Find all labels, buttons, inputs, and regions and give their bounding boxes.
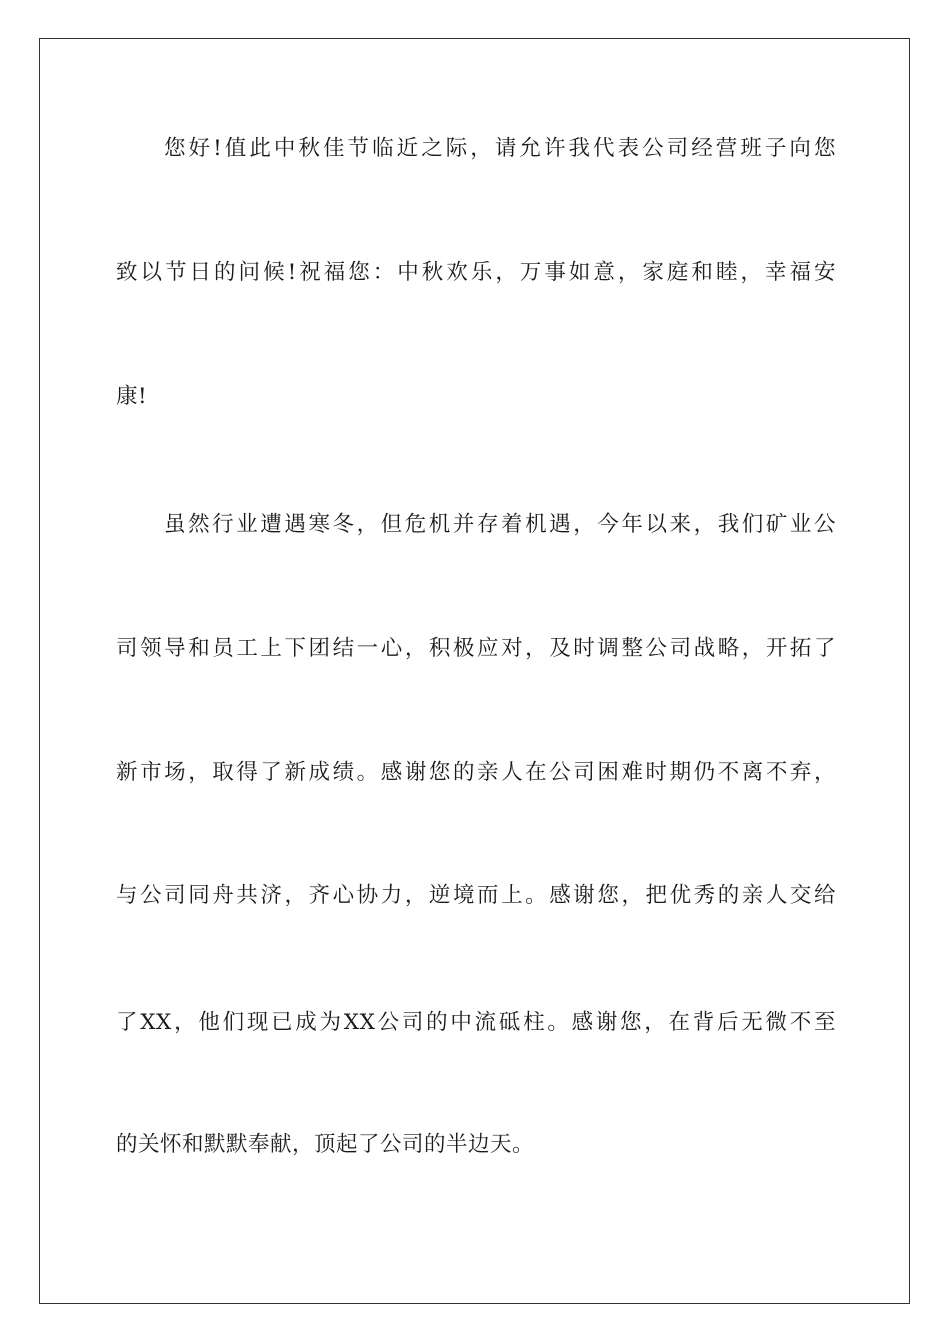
paragraph-2-line-3: 新市场，取得了新成绩。感谢您的亲人在公司困难时期仍不离不弃，: [116, 760, 836, 785]
paragraph-2-line-2: 司领导和员工上下团结一心，积极应对，及时调整公司战略，开拓了: [116, 636, 836, 661]
paragraph-1-line-2: 致以节日的问候!祝福您：中秋欢乐，万事如意，家庭和睦，幸福安: [116, 260, 836, 285]
paragraph-2-line-6: 的关怀和默默奉献，顶起了公司的半边天。: [116, 1132, 535, 1157]
paragraph-1-line-1: 您好!值此中秋佳节临近之际，请允许我代表公司经营班子向您: [164, 136, 836, 161]
paragraph-2-line-1: 虽然行业遭遇寒冬，但危机并存着机遇，今年以来，我们矿业公: [164, 512, 836, 537]
paragraph-2-line-5: 了XX，他们现已成为XX公司的中流砥柱。感谢您，在背后无微不至: [116, 1010, 836, 1035]
paragraph-1-line-3: 康!: [116, 384, 148, 409]
paragraph-2-line-4: 与公司同舟共济，齐心协力，逆境而上。感谢您，把优秀的亲人交给: [116, 883, 836, 908]
page-border: [39, 38, 910, 1304]
